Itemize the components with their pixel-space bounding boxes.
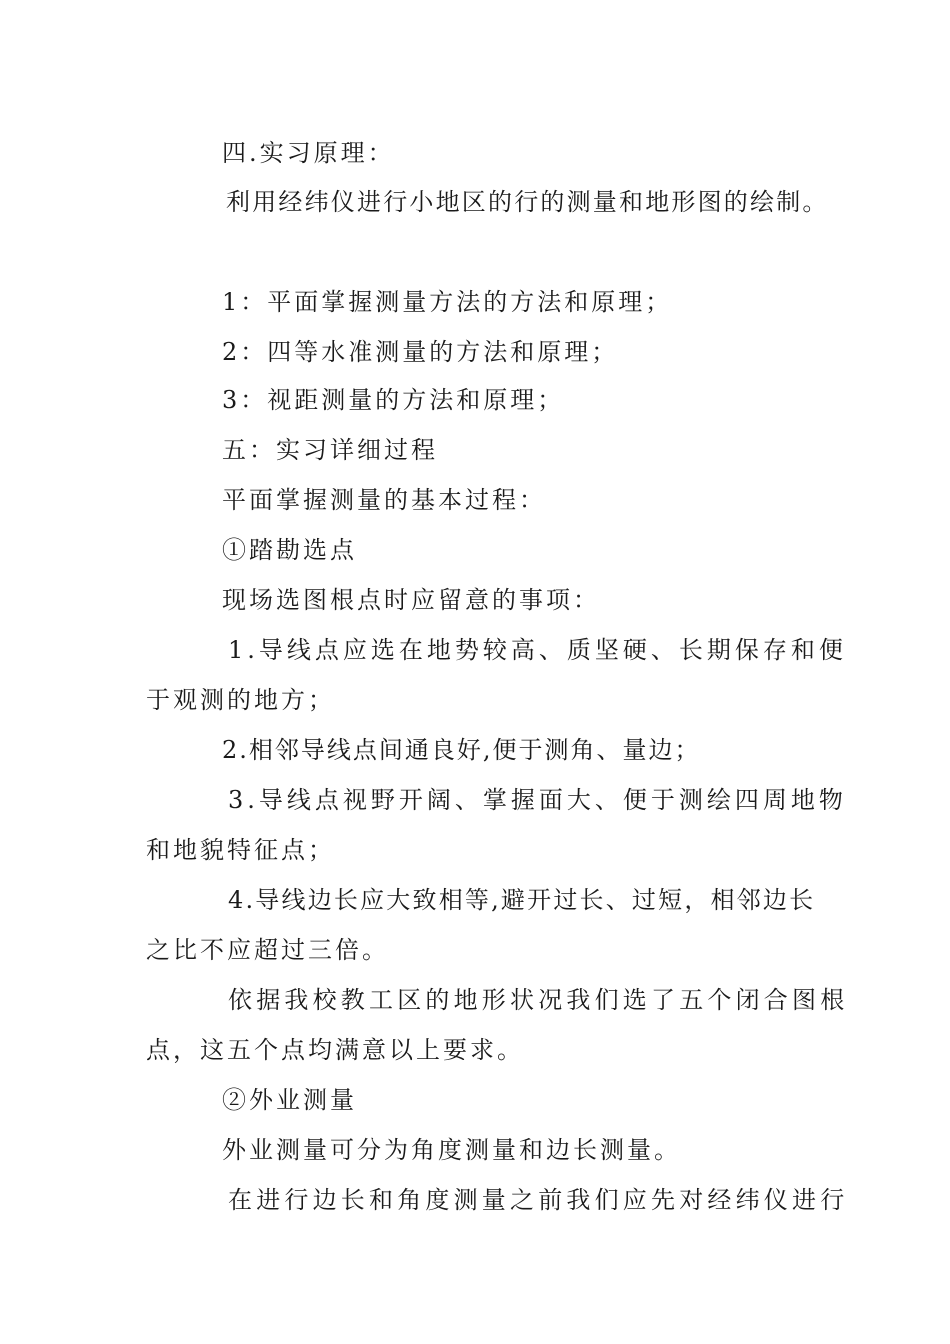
list-item: 2.相邻导线点间通良好,便于测角、量边；: [222, 736, 701, 764]
list-item-continuation: 之比不应超过三倍。: [146, 936, 389, 964]
subheading-site-survey: ①踏勘选点: [222, 536, 357, 564]
paragraph-line: 平面掌握测量的基本过程：: [222, 486, 546, 514]
paragraph-line: 现场选图根点时应留意的事项：: [222, 586, 600, 614]
paragraph-line: 依据我校教工区的地形状况我们选了五个闭合图根: [228, 986, 849, 1014]
list-item-continuation: 和地貌特征点；: [146, 836, 335, 864]
paragraph-line: 点，这五个点均满意以上要求。: [146, 1036, 524, 1064]
list-item: 3.导线点视野开阔、掌握面大、便于测绘四周地物: [228, 786, 847, 814]
list-item: 3：视距测量的方法和原理；: [222, 386, 565, 414]
list-item: 2：四等水准测量的方法和原理；: [222, 338, 619, 366]
paragraph-line: 外业测量可分为角度测量和边长测量。: [222, 1136, 681, 1164]
list-item-continuation: 于观测的地方；: [146, 686, 335, 714]
subheading-field-survey: ②外业测量: [222, 1086, 357, 1114]
section-heading-process: 五：实习详细过程: [222, 436, 438, 464]
section-heading-principle: 四.实习原理：: [222, 139, 395, 167]
list-item: 1：平面掌握测量方法的方法和原理；: [222, 288, 673, 316]
paragraph-line: 利用经纬仪进行小地区的行的测量和地形图的绘制。: [226, 188, 829, 216]
list-item: 1.导线点应选在地势较高、质坚硬、长期保存和便: [228, 636, 847, 664]
list-item: 4.导线边长应大致相等,避开过长、过短，相邻边长: [228, 886, 816, 914]
paragraph-line: 在进行边长和角度测量之前我们应先对经纬仪进行: [228, 1186, 849, 1214]
